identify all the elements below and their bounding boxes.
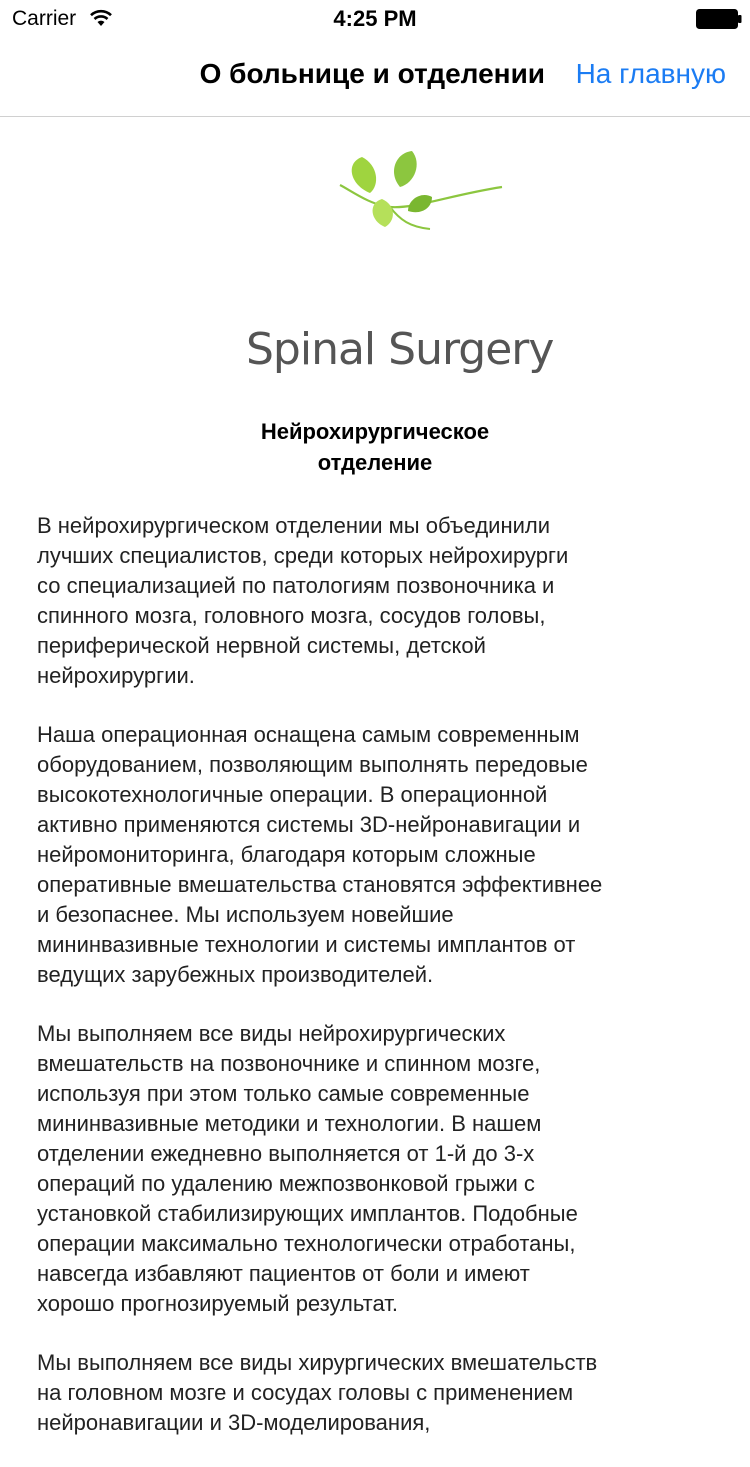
text-line: нейромониторинга, благодаря которым сложные xyxy=(37,842,536,867)
navigation-bar xyxy=(0,40,750,117)
text-line: со специализацией по патологиям позвоночника и xyxy=(37,573,555,598)
paragraph xyxy=(37,511,727,691)
text-line: лучших специалистов, среди которых нейрохирурги xyxy=(37,543,569,568)
paragraph xyxy=(37,1019,727,1319)
text-line: активно применяются системы 3D-нейронавигации и xyxy=(37,812,581,837)
heading-line-2: отделение xyxy=(317,450,433,475)
text-line: операций по удалению межпозвонковой грыжи с xyxy=(37,1171,535,1196)
battery-icon xyxy=(696,9,742,29)
text-line: на головном мозге и сосудах головы с применением xyxy=(37,1380,574,1405)
text-line: Мы выполняем все виды нейрохирургических xyxy=(37,1021,506,1046)
text-line: навсегда избавляют пациентов от боли и имеют xyxy=(37,1261,530,1286)
text-line: нейрохирургии. xyxy=(37,663,195,688)
text-line: вмешательств на позвоночнике и спинном мозге, xyxy=(37,1051,541,1076)
section-heading xyxy=(0,416,750,478)
text-line: мининвазивные методики и технологии. В нашем xyxy=(37,1111,542,1136)
text-line: В нейрохирургическом отделении мы объединили xyxy=(37,513,551,538)
text-line: оборудованием, позволяющим выполнять передовые xyxy=(37,752,588,777)
home-link[interactable]: На главную xyxy=(575,58,726,89)
text-line: установкой стабилизирующих имплантов. Подобные xyxy=(37,1201,578,1226)
text-line: мининвазивные технологии и системы имплантов от xyxy=(37,932,576,957)
text-line: используя при этом только самые современные xyxy=(37,1081,530,1106)
text-line: оперативные вмешательства становятся эффективнее xyxy=(37,872,603,897)
description-text xyxy=(37,511,727,1467)
text-line: Наша операционная оснащена самым современным xyxy=(37,722,580,747)
carrier-label: Carrier xyxy=(12,7,77,30)
text-line: спинного мозга, головного мозга, сосудов головы, xyxy=(37,603,546,628)
status-bar xyxy=(0,0,750,40)
text-line: нейронавигации и 3D-моделирования, xyxy=(37,1410,431,1435)
text-line: и безопаснее. Мы используем новейшие xyxy=(37,902,454,927)
text-line: периферической нервной системы, детской xyxy=(37,633,486,658)
text-line: высокотехнологичные операции. В операционной xyxy=(37,782,548,807)
leaf-logo-icon xyxy=(240,145,510,265)
status-time: 4:25 PM xyxy=(333,6,417,31)
text-line: хорошо прогнозируемый результат. xyxy=(37,1291,398,1316)
paragraph xyxy=(37,720,727,990)
text-line: отделении ежедневно выполняется от 1-й до 3-х xyxy=(37,1141,535,1166)
spinal-surgery-logo-text: Spinal Surgery xyxy=(246,324,554,375)
text-line: ведущих зарубежных производителей. xyxy=(37,962,434,987)
paragraph xyxy=(37,1348,727,1438)
text-line: операции максимально технологически отработаны, xyxy=(37,1231,576,1256)
text-line: Мы выполняем все виды хирургических вмешательств xyxy=(37,1350,598,1375)
heading-line-1: Нейрохирургическое xyxy=(260,419,490,444)
page-title: О больнице и отделении xyxy=(199,58,545,89)
